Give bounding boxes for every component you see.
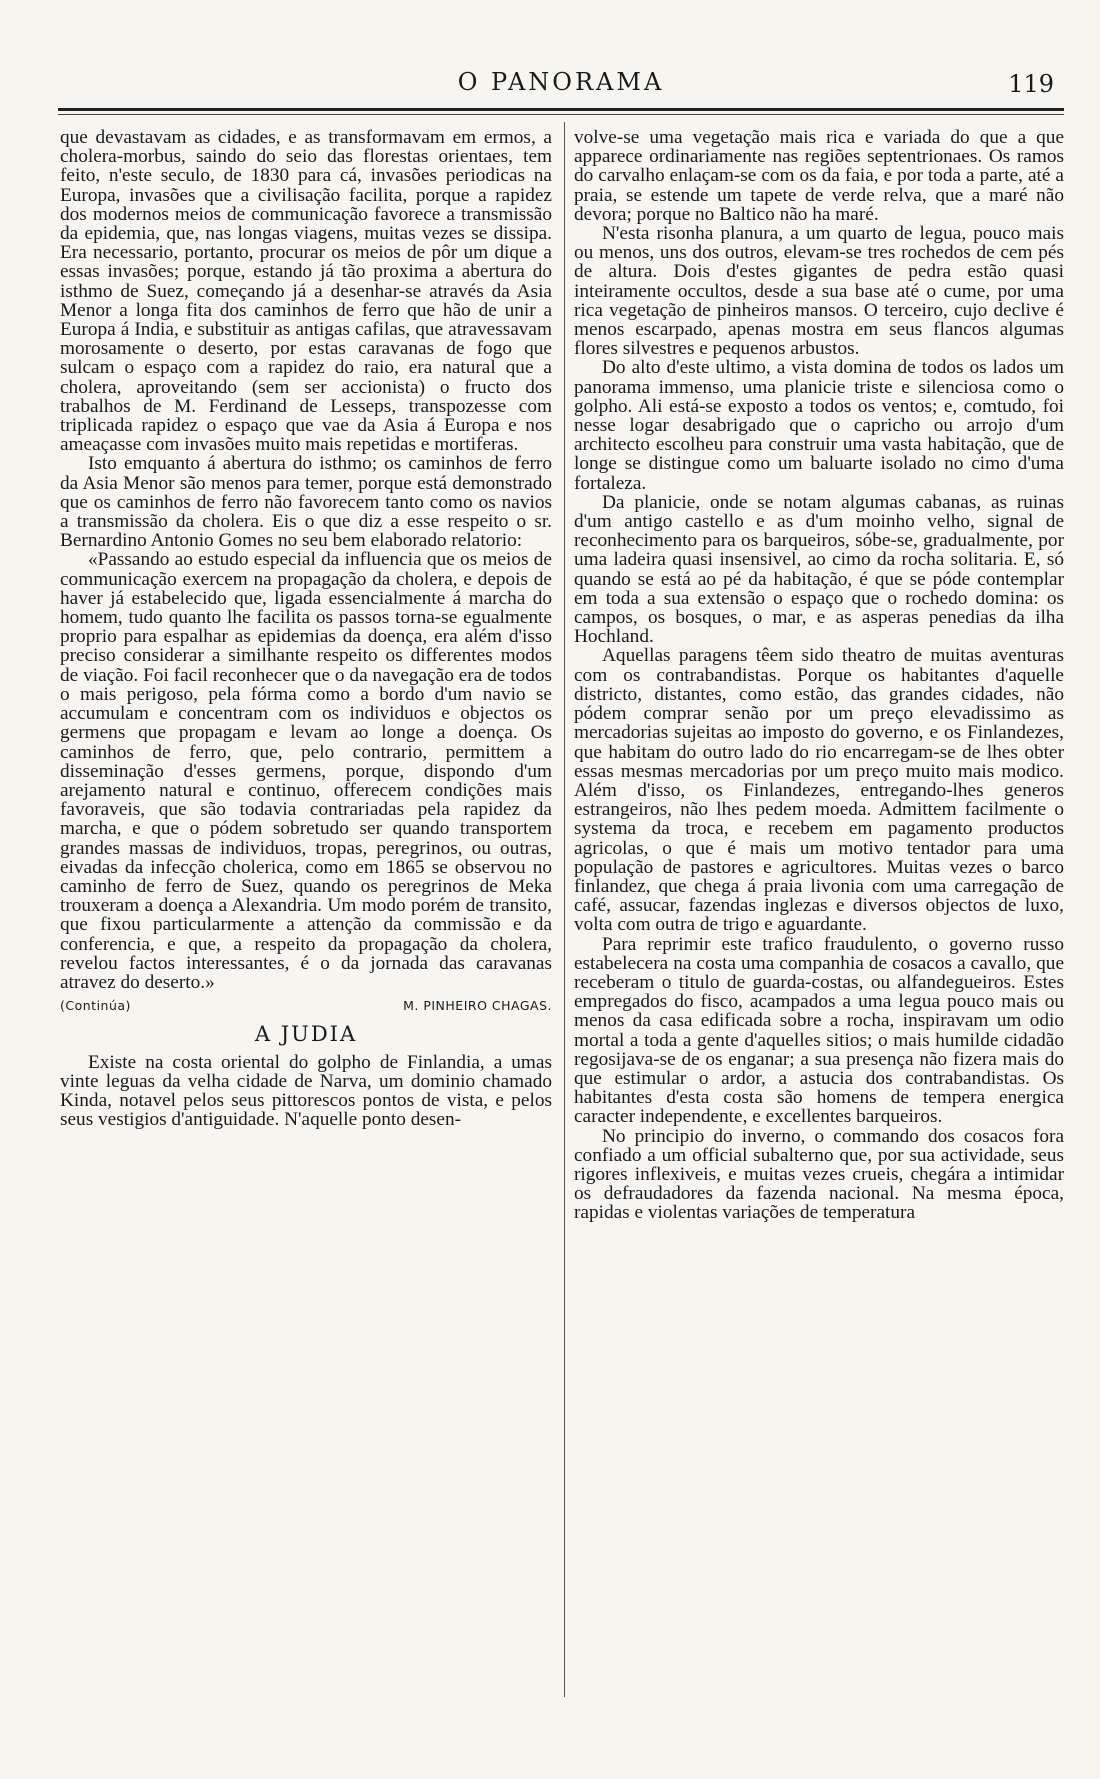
right-column [574,128,1064,1698]
article-title: A JUDIA [254,1022,358,1047]
paragraph: Existe na costa oriental do golpho de Finlandia, a umas vinte leguas da velha cidade de Narva, um dominio chamado Kinda, notavel pelos seus pittorescos pontos de vista, e pelos seus vestigios d'antiguidade. N'aquelle ponto desen- [60,1051,552,1131]
page-header [58,68,1064,108]
paragraph: Aquellas paragens têem sido theatro de muitas aventuras com os contrabandistas. Porque os habitantes d'aquelle districto, distantes, como estão, das grandes cidades, não pódem comprar senão por um preço elevadissimo as mercadorias sujeitas ao imposto do governo, e os Finlandezes, que habitam do outro lado do rio encarregam-se de lhes obter essas mesmas mercadorias por um preço muito mais modico. Além d'isso, os Finlandezes, entregando-lhes generos estrangeiros, não lhes pedem moeda. Admittem facilmente o systema da troca, e recebem em pagamento productos agricolas, o que é mais um motivo tentador para uma população de pastores e agricultores. Muitas vezes o barco finlandez, que chega á praia livonia com uma carregação de café, assucar, fazendas inglezas e diversos objectos de luxo, volta com outra de trigo e aguardante. [574,645,1064,936]
paragraph: Do alto d'este ultimo, a vista domina de todos os lados um panorama immenso, uma planicie triste e silenciosa como o golpho. Ali está-se exposto a todos os ventos; e, comtudo, foi nesse logar desabrigado que o capricho ou arrojo d'um architecto escolheu para construir uma vasta habitação, que de longe se distingue como um baluarte isolado no cimo d'uma fortaleza. [574,357,1064,494]
paragraph: que devastavam as cidades, e as transformavam em ermos, a cholera-morbus, saindo do seio das florestas orientaes, tem feito, n'este seculo, de 1830 para cá, invasões periodicas na Europa, invasões que a civilisação facilita, porque a rapidez dos modernos meios de communicação favorece a transmissão da epidemia, que, nas longas viagens, muitas vezes se dissipa. Era necessario, portanto, procurar os meios de pôr um dique a essas invasões; porque, estando já tão proxima a abertura do isthmo de Suez, começando já a desenhar-se através da Asia Menor a longa fita dos caminhos de ferro que hão de unir a Europa á India, e substituir as antigas cafilas, que atravessavam morosamente o deserto, por estas caravanas de fogo que sulcam o espaço com a rapidez do raio, era natural que a cholera, aproveitando (sem ser accionista) o fructo dos trabalhos de M. Ferdinand de Lesseps, transpozesse com triplicada rapidez o espaço que vae da Asia á Europa e nos ameaçasse com invasões muito mais repetidas e mortiferas. [60,128,552,456]
article-credit [60,996,552,1015]
continua-label: (Continúa) [60,998,131,1014]
paragraph: volve-se uma vegetação mais rica e variada do que a que apparece ordinariamente nas regiões septentrionaes. Os ramos do carvalho enlaçam-se com os da faia, e por toda a parte, até a praia, se estende um tapete de verde relva, que a maré não devora; porque no Baltico não ha maré. [574,128,1064,225]
left-column [60,128,552,1698]
paragraph: Para reprimir este trafico fraudulento, o governo russo estabelecera na costa uma companhia de cosacos a cavallo, que receberam o titulo de guarda-costas, ou alfandegueiros. Estes empregados do fisco, acampados a uma legua pouco mais ou menos da casa edificada sobre a rocha, inspiravam um odio mortal a toda a gente d'aquelles sitios; o mais humilde cidadão regosijava-se de os enganar; a sua presença não fizera mais do que estimular o ardor, a astucia dos contrabandistas. Os habitantes d'esta costa são homens de tempera energica caracter independente, e excellentes barqueiros. [574,933,1064,1128]
header-rule-thick [58,108,1064,111]
paragraph: Da planicie, onde se notam algumas cabanas, as ruinas d'um antigo castello e as d'um moinho velho, signal de reconhecimento para os barqueiros, sóbe-se, gradualmente, por uma ladeira quasi insensivel, ao cimo da rocha solitaria. E, só quando se está ao pé da habitação, é que se póde contemplar em toda a sua extensão o espaço que o rochedo domina: os campos, os bosques, o mar, e as asperas penedias da ilha Hochland. [574,491,1064,648]
paragraph: N'esta risonha planura, a um quarto de legua, pouco mais ou menos, uns dos outros, elevam-se tres rochedos de cem pés de altura. Dois d'estes gigantes de pedra estão quasi inteiramente occultos, desde a sua base até o cume, por uma rica vegetação de pinheiros mansos. O terceiro, cujo declive é menos escarpado, apenas mostra em seus flancos algumas flores silvestres e pequenos arbustos. [574,223,1064,360]
column-divider [564,122,565,1697]
page-number: 119 [1008,70,1054,98]
paragraph: Isto emquanto á abertura do isthmo; os caminhos de ferro da Asia Menor são menos para temer, porque está demonstrado que os caminhos de ferro não favorecem tanto como os navios a transmissão da cholera. Eis o que diz a esse respeito o sr. Bernardino Antonio Gomes no seu bem elaborado relatorio: [60,453,552,552]
quotation-paragraph: «Passando ao estudo especial da influencia que os meios de communicação exercem na propagação da cholera, e depois de haver já estabelecido que, ligada essencialmente á marcha do homem, tudo quanto lhe facilita os passos torna-se egualmente proprio para espalhar as epidemias da doença, era além d'isso preciso considerar a similhante respeito os differentes modos de viação. Foi facil reconhecer que o da navegação era de todos o mais perigoso, pela fórma como a bordo d'um navio se accumulam e concentram com os individuos e objectos os germens que propagam e levam ao longe a doença. Os caminhos de ferro, que, pelo contrario, permittem a disseminação d'esses germens, porque, dispondo d'um arejamento natural e continuo, offerecem condições mais favoraveis, que são todavia contrariadas pela rapidez da marcha, e que o pódem sobretudo ser quando transportem grandes massas de individuos, tropas, peregrinos, ou outras, eivadas da infecção cholerica, como em 1865 se observou no caminho de ferro de Suez, quando os peregrinos de Meka trouxeram a doença a Alexandria. Um modo porém de transito, que fixou particularmente a attenção da commissão e da conferencia, e que, a respeito da propagação da cholera, revelou factos interessantes, é o da jornada das caravanas atravez do deserto.» [60,549,552,993]
header-rule-thin [58,114,1064,115]
running-title: O PANORAMA [457,68,665,96]
paragraph: No principio do inverno, o commando dos cosacos fora confiado a um official subalterno que, por sua actividade, seus rigores inflexiveis, e muitas vezes crueis, chegára a intimidar os defraudadores da fazenda nacional. Na mesma época, rapidas e violentas variações de temperatura [574,1125,1064,1224]
author-name: M. PINHEIRO CHAGAS. [403,998,552,1014]
